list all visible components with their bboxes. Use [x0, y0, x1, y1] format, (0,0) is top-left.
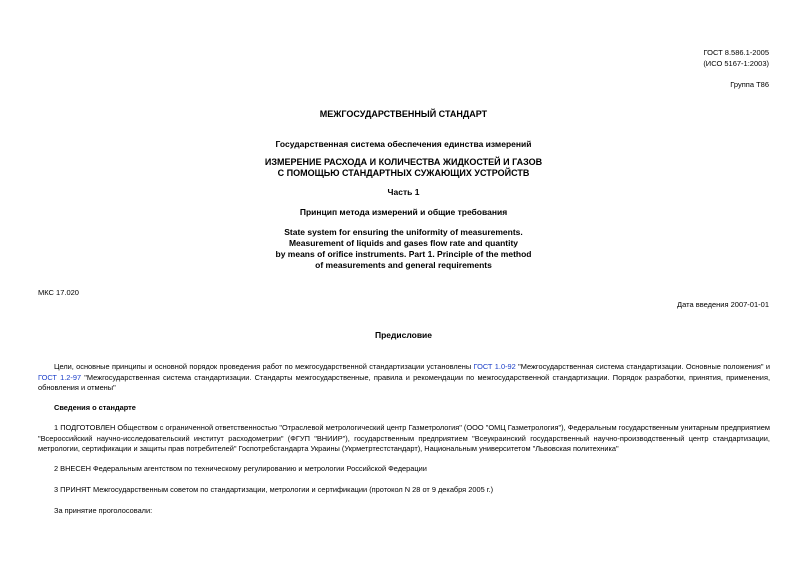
english-title-line4: of measurements and general requirements — [315, 260, 492, 270]
mks-code: МКС 17.020 — [38, 288, 79, 297]
english-title-line1: State system for ensuring the uniformity of measurements. — [284, 227, 523, 237]
group-code: Группа Т86 — [730, 80, 769, 89]
main-title-line1: ИЗМЕРЕНИЕ РАСХОДА И КОЛИЧЕСТВА ЖИДКОСТЕЙ И ГАЗОВ — [264, 157, 543, 167]
item-2-submitted-by: 2 ВНЕСЕН Федеральным агентством по техническому регулированию и метрологии Российской Федерации — [54, 464, 427, 473]
about-standard-heading: Сведения о стандарте — [54, 403, 136, 412]
foreword-text-part3: "Межгосударственная система стандартизации. Стандарты межгосударственные, правила и рекомендации по межгосударственной стандартизации. Порядок разработки, принятия, применения, обновления и отмены" — [38, 372, 770, 392]
item-3-adopted-by: 3 ПРИНЯТ Межгосударственным советом по стандартизации, метрологии и сертификации (протокол N 28 от 9 декабря 2005 г.) — [54, 485, 494, 494]
iso-number: (ИСО 5167-1:2003) — [703, 59, 769, 68]
main-title-line2: С ПОМОЩЬЮ СТАНДАРТНЫХ СУЖАЮЩИХ УСТРОЙСТВ — [277, 168, 530, 178]
foreword-text-part1: Цели, основные принципы и основной порядок проведения работ по межгосударственной стандартизации установлены — [54, 362, 474, 371]
gost-1-0-92-link[interactable]: ГОСТ 1.0-92 — [473, 362, 516, 371]
part-number: Часть 1 — [387, 187, 420, 197]
item-4-voted-for: За принятие проголосовали: — [54, 506, 153, 515]
foreword-heading: Предисловие — [374, 330, 433, 340]
part-title: Принцип метода измерений и общие требования — [299, 207, 508, 217]
gost-1-2-97-link[interactable]: ГОСТ 1.2-97 — [38, 372, 82, 382]
system-heading: Государственная система обеспечения единства измерений — [275, 139, 532, 149]
foreword-text-part2: "Межгосударственная система стандартизации. Основные положения" и — [515, 362, 770, 371]
english-title-line3: by means of orifice instruments. Part 1. Principle of the method — [275, 249, 532, 259]
english-title-line2: Measurement of liquids and gases flow rate and quantity — [288, 238, 519, 248]
standard-type-heading: МЕЖГОСУДАРСТВЕННЫЙ СТАНДАРТ — [319, 109, 488, 119]
foreword-paragraph — [38, 362, 770, 394]
introduction-date: Дата введения 2007-01-01 — [677, 300, 769, 309]
gost-number: ГОСТ 8.586.1-2005 — [703, 48, 769, 57]
item-1-prepared-by: 1 ПОДГОТОВЛЕН Обществом с ограниченной ответственностью "Отраслевой метрологический центр Газметрология" (ООО "ОМЦ Газметрология"), Федеральным государственным унитарным предприятием "Всероссийский научно-исследовательский институт расходометрии" (ФГУП "ВНИИР"), государственным предприятием "Всеукраинский государственный научно-производственный центр стандартизации, метрологии, сертификации и защиты прав потребителей" Госпотребстандарта Украины (Укрметртестстандарт), Национальным университетом "Львовская политехника" — [38, 423, 770, 453]
